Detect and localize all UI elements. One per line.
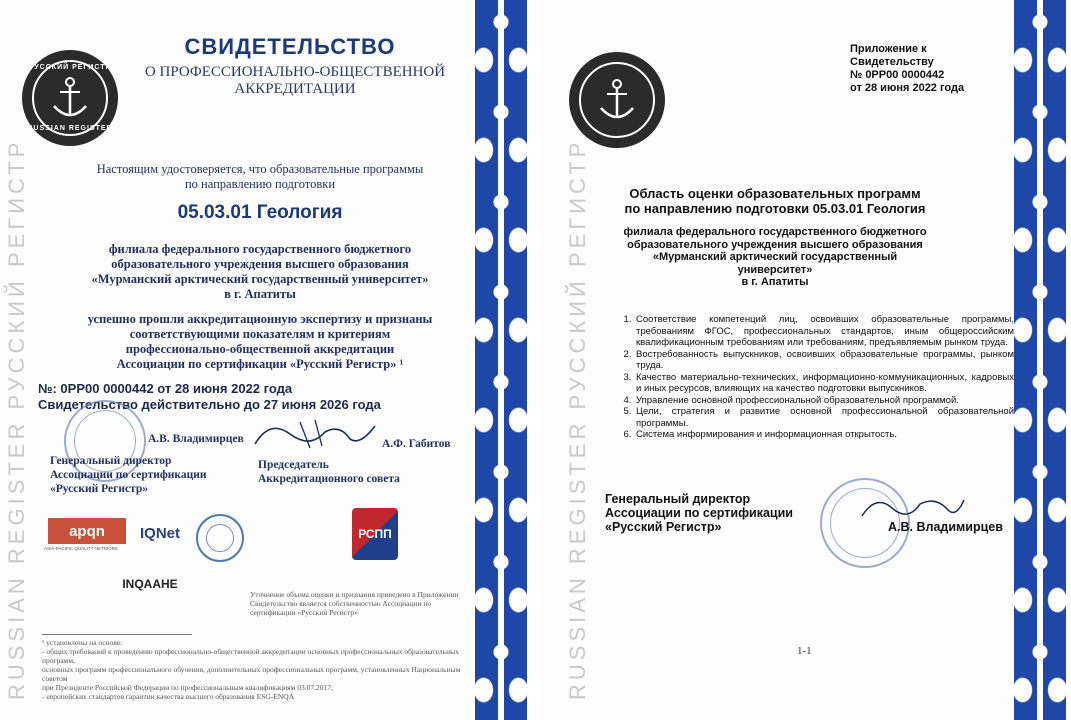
appendix-line: от 28 июня 2022 года <box>850 82 965 94</box>
branch-line: филиала федерального государственного бюджетного <box>108 242 412 256</box>
criteria-item: 5. Цели, стратегия и развитие основной профессиональной образовательной программы. <box>634 406 1014 429</box>
criteria-item: 1. Соответствие компетенций лиц, освоивших образовательные программы, требованиям ФГОС, профессиональных стандартов, иным общероссийским квалификационным требованиям или требованиям, предъявляемым рынком труда. <box>634 314 1014 349</box>
anchor-icon <box>587 70 647 130</box>
iqnet-logo <box>130 522 190 544</box>
appendix-note <box>250 590 460 617</box>
rspp-logo-text: РСПП <box>358 527 392 541</box>
iqnet-logo-text: IQNet <box>139 524 180 542</box>
certificate-number: №: 0РР00 0000442 от 28 июня 2022 года <box>38 381 293 396</box>
apqn-logo-text: apqn <box>69 522 105 540</box>
right-signer-role-line: Генеральный директор <box>605 492 751 506</box>
scope-line: по направлению подготовки 05.03.01 Геология <box>624 201 926 216</box>
criteria-item: 4. Управление основной профессиональной образовательной программой. <box>634 395 1014 407</box>
branch-name-block <box>620 226 930 289</box>
certificate-validity: Свидетельство действительно до 27 июня 2026 года <box>38 397 381 412</box>
russian-register-seal-logo <box>22 50 118 146</box>
certificate-page <box>0 0 530 720</box>
footnote-divider <box>42 634 192 635</box>
watermark-text: RUSSIAN REGISTER РУССКИЙ РЕГИСТР <box>4 138 29 700</box>
branch-line: образовательного учреждения высшего образования <box>627 238 923 251</box>
signer2-role <box>258 458 400 486</box>
intro-text <box>60 162 460 192</box>
signer1-name: А.В. Владимирцев <box>148 433 244 445</box>
inqaahe-logo <box>118 576 182 592</box>
watermark-text: RUSSIAN REGISTER РУССКИЙ РЕГИСТР <box>565 138 590 700</box>
signer2-name: А.Ф. Габитов <box>382 438 451 450</box>
signer1-role-line: Ассоциации по сертификации <box>50 469 207 481</box>
rspp-logo <box>352 508 398 560</box>
inqaahe-logo-text: INQAAHE <box>122 577 178 591</box>
appendix-header <box>850 43 964 95</box>
right-signer-role-line: Ассоциации по сертификации <box>605 506 793 520</box>
program-title: 05.03.01 Геология <box>177 202 343 223</box>
anchor-icon <box>40 68 100 128</box>
result-text-block <box>60 312 460 372</box>
signer2-role-line: Аккредитационного совета <box>258 473 400 485</box>
branch-line: в г. Апатиты <box>224 287 296 301</box>
branch-line: в г. Апатиты <box>741 276 809 288</box>
certificate-subtitle: О ПРОФЕССИОНАЛЬНО-ОБЩЕСТВЕННОЙ АККРЕДИТАЦИИ <box>144 64 446 97</box>
ornamental-border <box>1011 0 1069 720</box>
note-line: Свидетельство является собственностью Ассоциации по сертификации «Русский Регистр» <box>250 599 432 617</box>
criteria-item: 6. Система информирования и информационная открытость. <box>634 429 1014 441</box>
apqn-logo <box>48 518 126 544</box>
signer1-role-line: «Русский Регистр» <box>50 483 148 495</box>
appendix-line: № 0РР00 0000442 <box>850 69 945 81</box>
result-line: профессионально-общественной аккредитации <box>125 342 395 356</box>
seal-bottom-text: RUSSIAN REGISTER <box>27 125 113 132</box>
signer1-role <box>50 454 207 496</box>
signer2-role-line: Председатель <box>258 459 329 471</box>
russian-register-seal-logo <box>569 52 665 148</box>
page-number: 1-1 <box>797 645 812 657</box>
note-line: Уточнение объема оценки и признания приведено в Приложении <box>250 590 459 599</box>
result-line: соответствующими показателям и критериям <box>129 327 391 341</box>
scope-line: Область оценки образовательных программ <box>629 186 921 201</box>
intro-line: Настоящим удостоверяется, что образовательные программы <box>96 162 424 176</box>
certificate-title: СВИДЕТЕЛЬСТВО <box>184 34 396 59</box>
russian-register-round-logo <box>196 514 244 562</box>
result-line: Ассоциации по сертификации «Русский Регистр» ¹ <box>116 357 404 371</box>
appendix-line: Свидетельству <box>850 56 934 68</box>
ornamental-border <box>472 0 530 720</box>
footnote-line: - общих требований к проведению профессионально-общественной аккредитации основных профессиональных образовательных программ, <box>42 647 459 665</box>
footnote-line: - европейских стандартов гарантии качества высшего образования ESG-ENQA <box>42 692 295 701</box>
scope-title <box>610 186 940 216</box>
right-signer-name: А.В. Владимирцев <box>888 520 1003 534</box>
right-signer-role-line: «Русский Регистр» <box>605 520 722 534</box>
footnote-line: ¹ установлены на основе: <box>42 638 123 647</box>
right-signer-role <box>605 492 793 534</box>
branch-line: «Мурманский арктический государственный университет» <box>91 272 429 286</box>
criteria-item: 2. Востребованность выпускников, освоивших образовательные программы, рынком труда. <box>634 349 1014 372</box>
criteria-list <box>616 314 1014 441</box>
appendix-line: Приложение к <box>850 43 927 55</box>
footnote-line: при Президенте Российской Федерации по профессиональным квалификациям 03.07.2017; <box>42 683 334 692</box>
branch-line: образовательного учреждения высшего образования <box>111 257 409 271</box>
footnote-line: основных программ профессионального обучения, дополнительных профессиональных программ, установленных Национальным советом <box>42 665 461 683</box>
criteria-item: 3. Качество материально-технических, информационно-коммуникационных, кадровых и иных ресурсов, влияющих на качество подготовки выпускников. <box>634 372 1014 395</box>
footnote-block <box>42 638 462 701</box>
signer1-role-line: Генеральный директор <box>50 455 172 467</box>
branch-line: филиала федерального государственного бюджетного <box>623 226 927 238</box>
seal-top-text: РУССКИЙ РЕГИСТР <box>28 64 112 71</box>
apqn-caption: ASIA-PACIFIC QUALITY NETWORK <box>44 546 118 551</box>
branch-line: «Мурманский арктический государственный университет» <box>652 251 898 276</box>
result-line: успешно прошли аккредитационную экспертизу и признаны <box>87 312 433 326</box>
branch-name-block <box>60 242 460 302</box>
intro-line: по направлению подготовки <box>184 177 336 191</box>
